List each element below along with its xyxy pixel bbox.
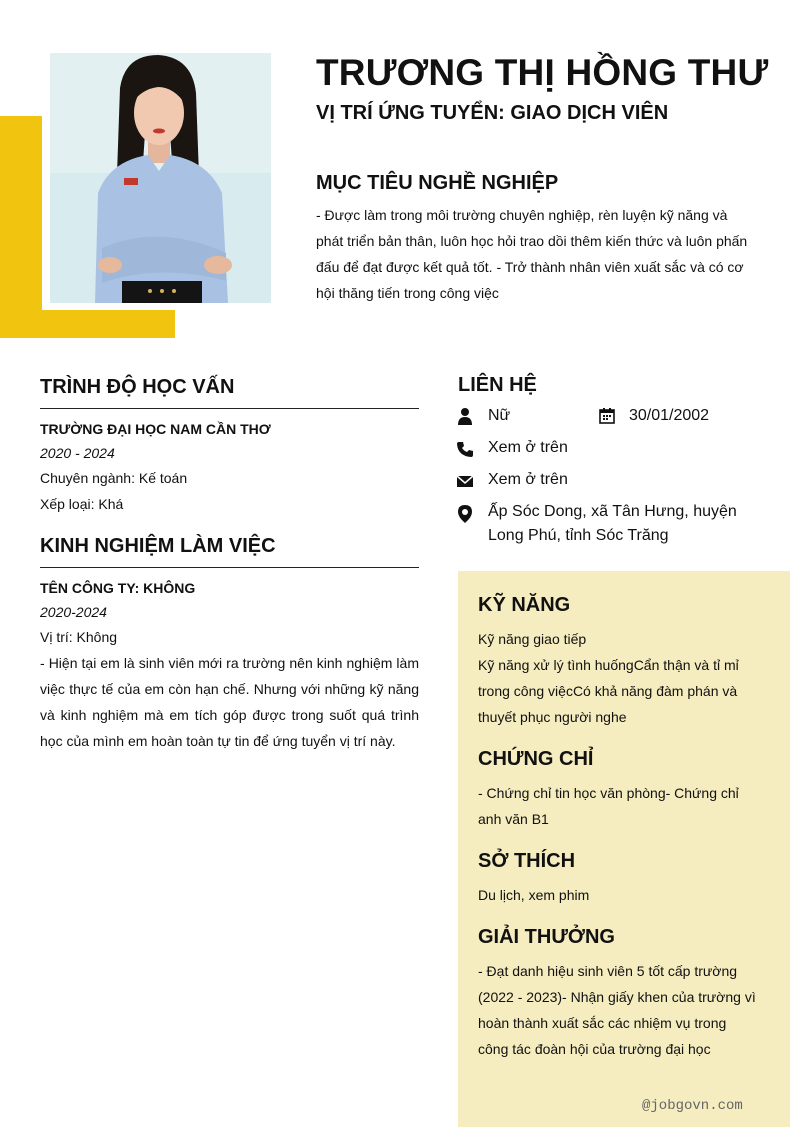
skills-title: KỸ NĂNG xyxy=(478,594,571,616)
experience-divider xyxy=(40,567,419,568)
contact-email: Xem ở trên xyxy=(488,471,568,488)
calendar-icon xyxy=(598,407,616,425)
education-years: 2020 - 2024 xyxy=(40,445,115,461)
education-major: Chuyên ngành: Kế toán xyxy=(40,470,188,486)
contact-birthday: 30/01/2002 xyxy=(629,407,710,424)
hobbies-title: SỞ THÍCH xyxy=(478,850,576,872)
accent-bar xyxy=(0,116,42,338)
education-divider xyxy=(40,408,419,409)
skills-line-2: Kỹ năng xử lý tình huốngCẩn thận và tỉ mỉ trong công việcCó khả năng đàm phán và thuyết phục người nghe xyxy=(478,657,739,725)
experience-title: KINH NGHIỆM LÀM VIỆC xyxy=(40,535,276,557)
certificates-title: CHỨNG CHỈ xyxy=(478,748,594,770)
contact-address: Ấp Sóc Dong, xã Tân Hưng, huyện Long Phú, tỉnh Sóc Trăng xyxy=(488,503,737,544)
experience-company: TÊN CÔNG TY: KHÔNG xyxy=(40,580,196,596)
contact-phone: Xem ở trên xyxy=(488,439,568,456)
candidate-name: TRƯƠNG THỊ HỒNG THƯ xyxy=(316,52,769,93)
objective-title: MỤC TIÊU NGHỀ NGHIỆP xyxy=(316,172,559,194)
education-grade: Xếp loại: Khá xyxy=(40,496,124,512)
objective-text: - Được làm trong môi trường chuyên nghiệp, rèn luyện kỹ năng và phát triển bản thân, luôn học hỏi trao dồi thêm kiến thức và luôn phấn đấu để đạt được kết quả tốt. - Trở thành nhân viên xuất sắc và có cơ hội thăng tiến trong công việc xyxy=(316,207,748,301)
mail-icon xyxy=(456,472,474,490)
contact-gender: Nữ xyxy=(488,407,511,424)
applied-position: VỊ TRÍ ỨNG TUYỂN: GIAO DỊCH VIÊN xyxy=(316,102,669,124)
certificates-text: - Chứng chỉ tin học văn phòng- Chứng chỉ anh văn B1 xyxy=(478,785,739,827)
education-title: TRÌNH ĐỘ HỌC VẤN xyxy=(40,376,235,398)
education-school: TRƯỜNG ĐẠI HỌC NAM CẦN THƠ xyxy=(40,421,271,437)
accent-base xyxy=(0,310,175,338)
awards-title: GIẢI THƯỞNG xyxy=(478,926,615,948)
hobbies-text: Du lịch, xem phim xyxy=(478,887,590,903)
person-icon xyxy=(456,407,474,425)
experience-role: Vị trí: Không xyxy=(40,629,118,645)
skills-line-1: Kỹ năng giao tiếp xyxy=(478,631,587,647)
portrait-illustration xyxy=(50,53,271,303)
awards-text: - Đạt danh hiệu sinh viên 5 tốt cấp trường (2022 - 2023)- Nhận giấy khen của trường vì hoàn thành xuất sắc các nhiệm vụ trong công tác đoàn hội của trường đại học xyxy=(478,963,756,1057)
experience-years: 2020-2024 xyxy=(40,604,107,620)
contact-title: LIÊN HỆ xyxy=(458,374,537,396)
phone-icon xyxy=(456,440,474,458)
profile-photo xyxy=(50,53,271,303)
location-pin-icon xyxy=(456,504,474,522)
watermark: @jobgovn.com xyxy=(642,1098,743,1114)
experience-description: - Hiện tại em là sinh viên mới ra trường nên kinh nghiệm làm việc thực tế của em còn hạn chế. Nhưng với những kỹ năng và kinh nghiệm mà em tích góp được trong suốt quá trình học của mình em hoàn toàn tự tin để ứng tuyển vị trí này. xyxy=(40,655,419,749)
